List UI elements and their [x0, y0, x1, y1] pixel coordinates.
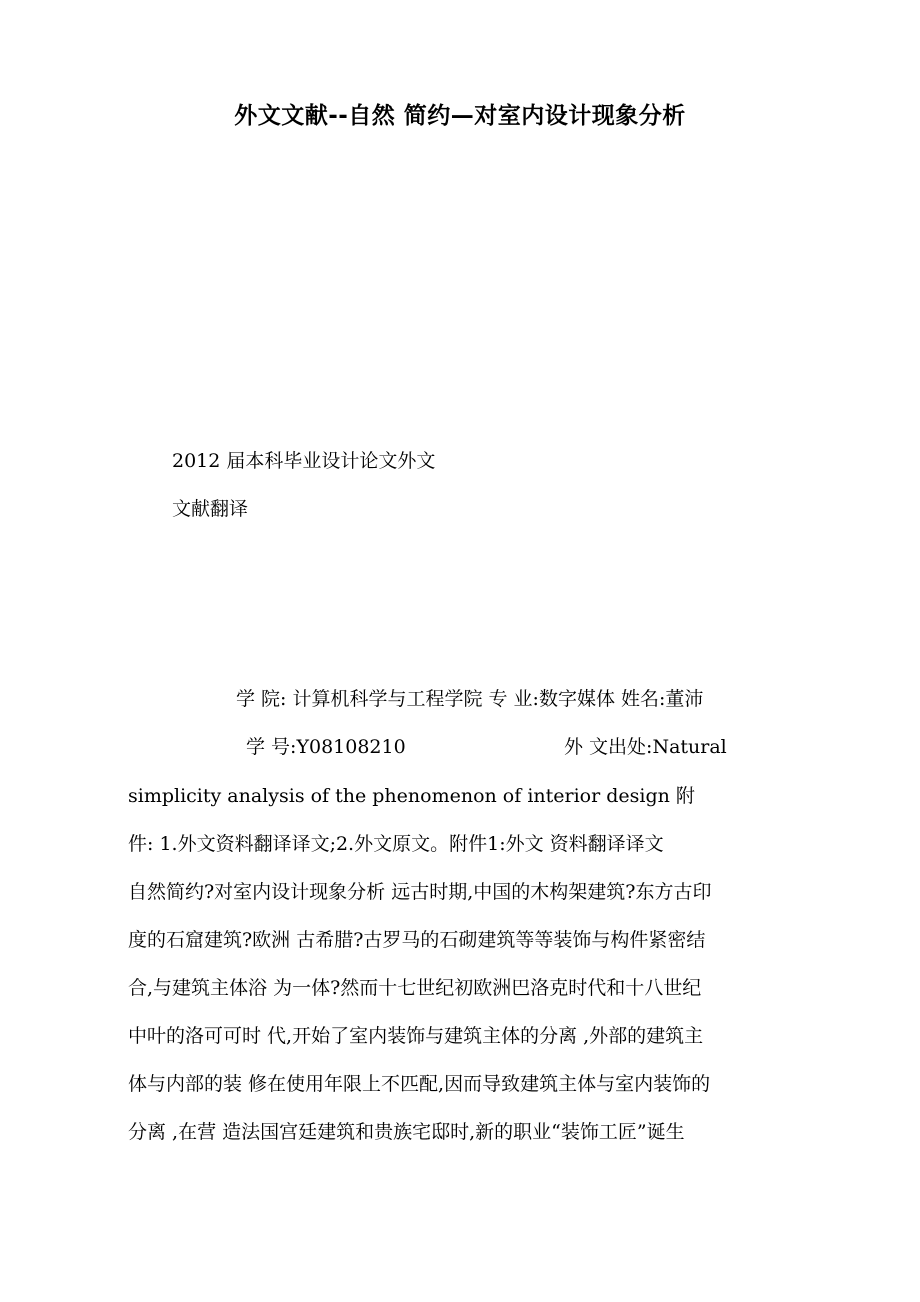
student-id: 学 号:Y08108210 [246, 736, 406, 758]
cover-line-2: 文献翻译 [172, 498, 249, 520]
info-line-college-major-name: 学 院: 计算机科学与工程学院 专 业:数字媒体 姓名:董沛 [236, 688, 704, 710]
body-line: 中叶的洛可可时 代,开始了室内装饰与建筑主体的分离 ,外部的建筑主 [128, 1025, 704, 1047]
document-title: 外文文献--自然 简约—对室内设计现象分析 [234, 103, 686, 129]
body-line: 度的石窟建筑?欧洲 古希腊?古罗马的石砌建筑等等装饰与构件紧密结 [128, 929, 706, 951]
cover-line-1: 2012 届本科毕业设计论文外文 [172, 450, 436, 472]
body-line: 体与内部的装 修在使用年限上不匹配,因而导致建筑主体与室内装饰的 [128, 1073, 711, 1095]
source-label: 外 文出处:Natural [564, 736, 727, 758]
body-line: 分离 ,在营 造法国宫廷建筑和贵族宅邸时,新的职业“装饰工匠”诞生 [128, 1121, 685, 1143]
body-line: 件: 1.外文资料翻译译文;2.外文原文。附件1:外文 资料翻译译文 [128, 833, 664, 855]
info-line-student-id [246, 732, 727, 762]
body-line: simplicity analysis of the phenomenon of interior design 附 [128, 785, 695, 807]
body-line: 合,与建筑主体浴 为一体?然而十七世纪初欧洲巴洛克时代和十八世纪 [128, 977, 702, 999]
body-line: 自然简约?对室内设计现象分析 远古时期,中国的木构架建筑?东方古印 [128, 881, 712, 903]
